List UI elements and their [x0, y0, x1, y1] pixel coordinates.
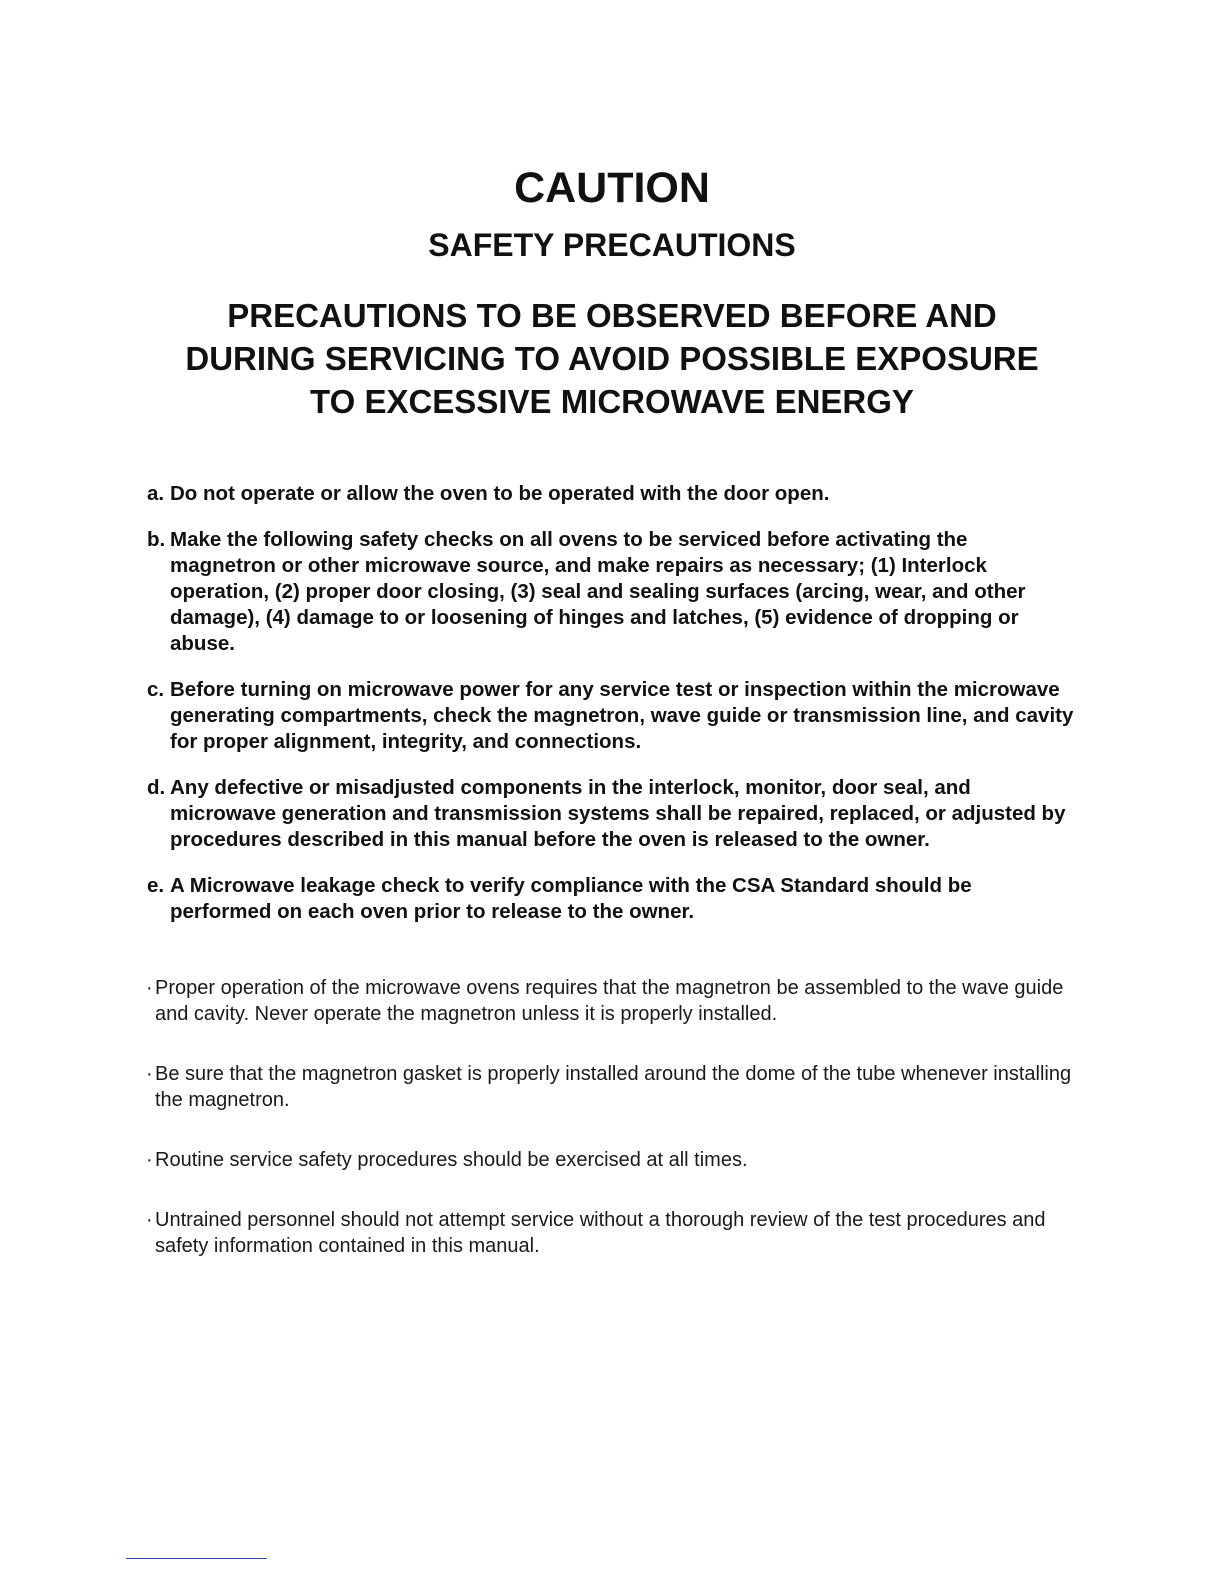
step-text: Any defective or misadjusted components in the interlock, monitor, door seal, and microwave generation and transmission systems shall be repaired, replaced, or adjusted by procedures described in this manual before the oven is released to the owner. [170, 776, 1066, 851]
precaution-step-d [147, 775, 1077, 853]
page-title: CAUTION [514, 164, 710, 212]
note-text: Routine service safety procedures should be exercised at all times. [155, 1149, 748, 1171]
step-marker: b. [147, 528, 166, 551]
footer-divider [126, 1558, 267, 1559]
bullet-icon: · [146, 1149, 153, 1171]
safety-notes-list [146, 975, 1086, 1259]
step-marker: e. [147, 874, 165, 897]
precaution-step-c [147, 677, 1077, 755]
precaution-steps-list [147, 481, 1077, 945]
step-text: Make the following safety checks on all ovens to be serviced before activating the magnetron or other microwave source, and make repairs as necessary; (1) Interlock operation, (2) proper door closing, (3) seal and sealing surfaces (arcing, wear, and other damage), (4) damage to or loosening of hinges and latches, (5) evidence of dropping or abuse. [170, 528, 1026, 655]
bullet-icon: · [146, 1209, 153, 1231]
safety-note [146, 1207, 1086, 1259]
note-text: Proper operation of the microwave ovens requires that the magnetron be assembled to the wave guide and cavity. Never operate the magnetron unless it is properly installed. [155, 977, 1064, 1025]
bullet-icon: · [146, 1063, 153, 1085]
step-marker: d. [147, 776, 166, 799]
step-marker: c. [147, 678, 165, 701]
precaution-step-a [147, 481, 1077, 507]
safety-note [146, 975, 1086, 1027]
heading-line-1: PRECAUTIONS TO BE OBSERVED BEFORE AND [227, 297, 997, 334]
step-marker: a. [147, 482, 165, 505]
precaution-step-e [147, 873, 1077, 925]
step-text: Do not operate or allow the oven to be operated with the door open. [170, 482, 830, 505]
heading-line-2: DURING SERVICING TO AVOID POSSIBLE EXPOSURE [185, 340, 1039, 377]
bullet-icon: · [146, 977, 153, 999]
safety-note [146, 1061, 1086, 1113]
safety-note [146, 1147, 1086, 1173]
note-text: Untrained personnel should not attempt service without a thorough review of the test procedures and safety information contained in this manual. [155, 1209, 1046, 1257]
note-text: Be sure that the magnetron gasket is properly installed around the dome of the tube whenever installing the magnetron. [155, 1063, 1072, 1111]
step-text: Before turning on microwave power for any service test or inspection within the microwave generating compartments, check the magnetron, wave guide or transmission line, and cavity for proper alignment, integrity, and connections. [170, 678, 1074, 753]
step-text: A Microwave leakage check to verify compliance with the CSA Standard should be performed on each oven prior to release to the owner. [170, 874, 972, 923]
precaution-step-b [147, 527, 1077, 657]
heading-line-3: TO EXCESSIVE MICROWAVE ENERGY [310, 383, 914, 420]
precautions-heading [0, 294, 1224, 423]
page-subtitle: SAFETY PRECAUTIONS [428, 227, 796, 263]
